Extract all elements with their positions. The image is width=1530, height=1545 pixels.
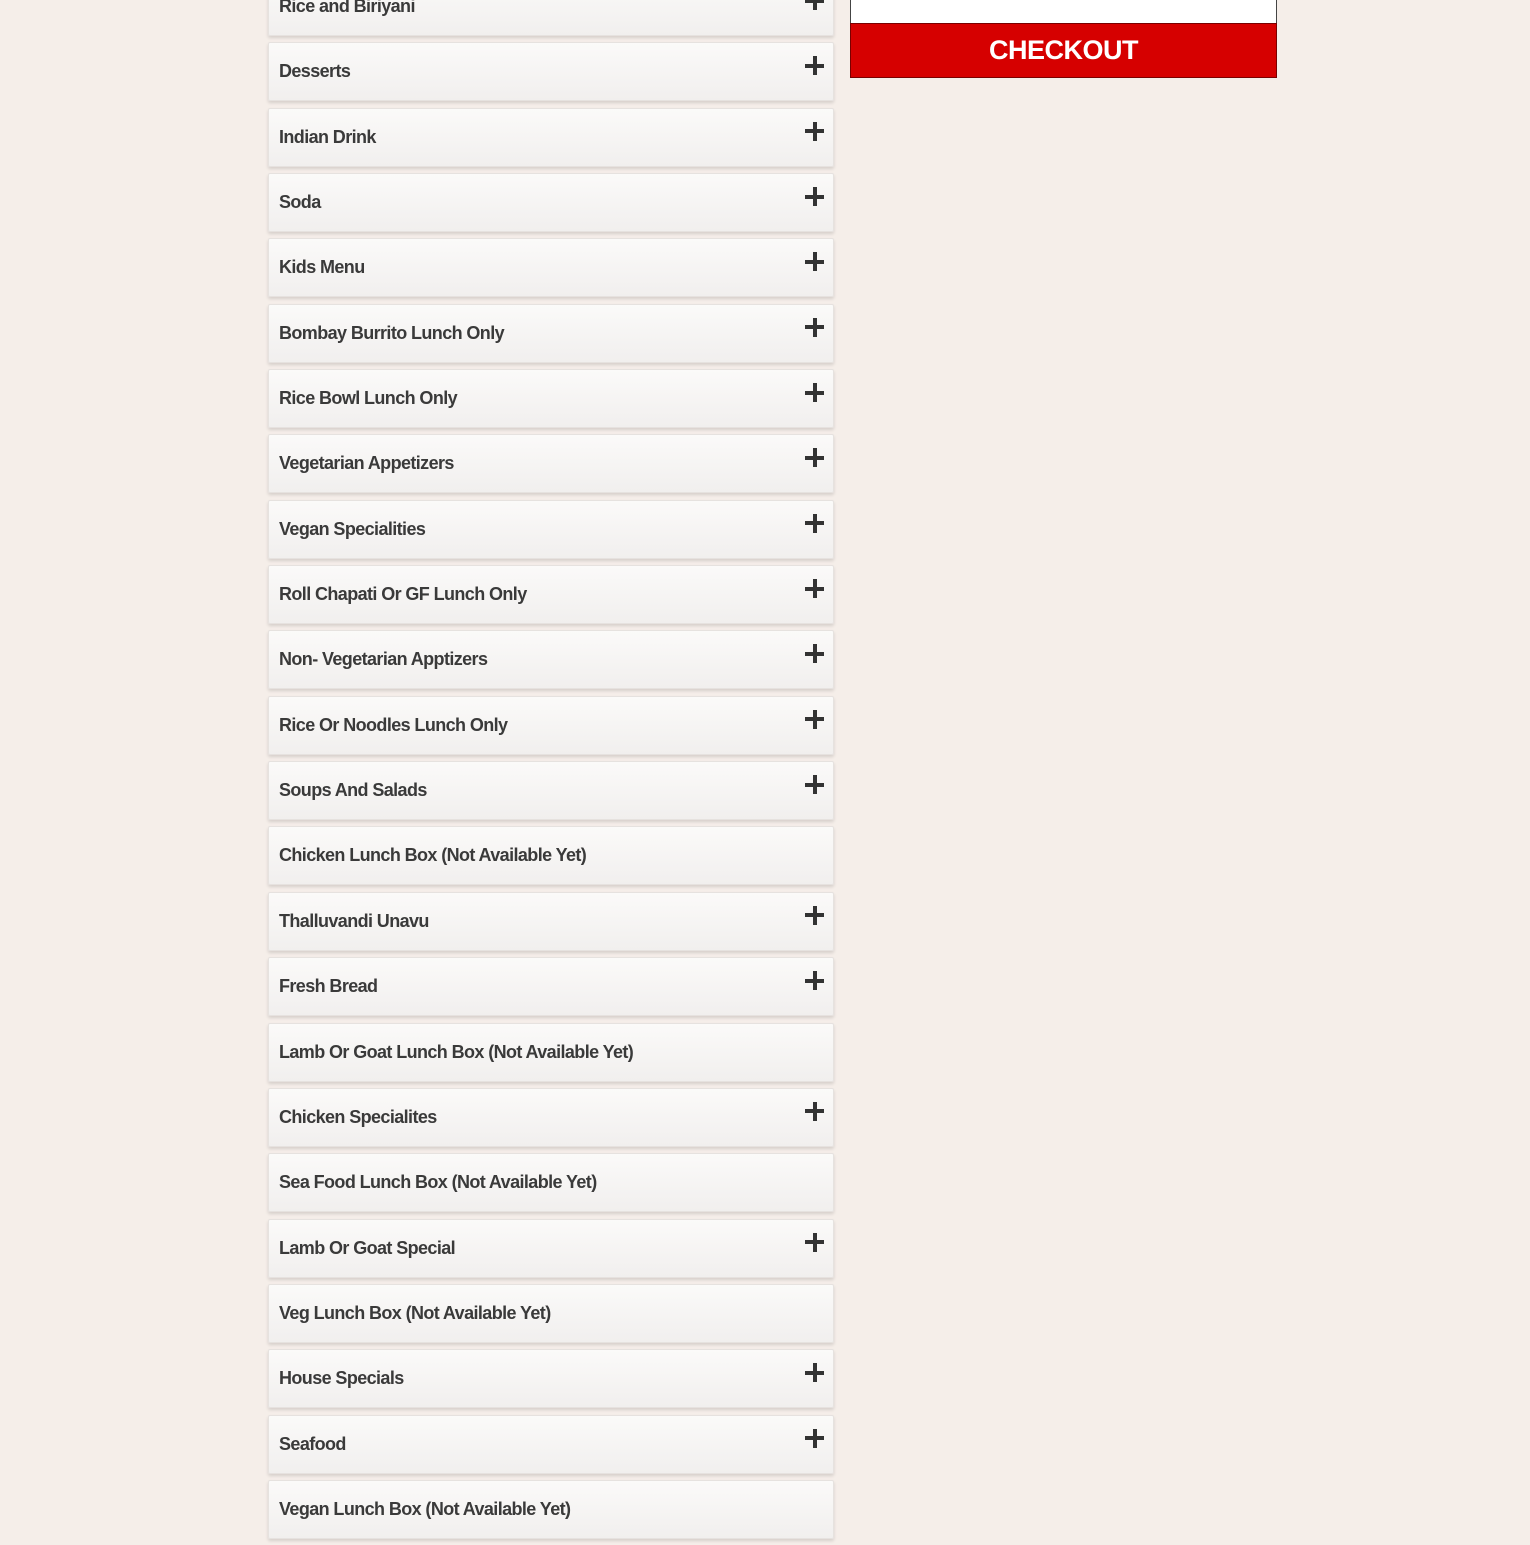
plus-icon[interactable] [805,448,824,467]
menu-category-23[interactable] [268,1480,834,1539]
menu-category-label: Seafood [279,1433,346,1454]
menu-category-label: Chicken Specialites [279,1106,437,1127]
menu-category-label: Vegan Specialities [279,518,426,539]
menu-category-14[interactable] [268,892,834,951]
menu-category-21[interactable] [268,1349,834,1408]
checkout-button[interactable]: CHECKOUT [850,23,1277,78]
menu-category-5[interactable] [268,304,834,363]
menu-category-label: Thalluvandi Unavu [279,910,429,931]
plus-icon[interactable] [805,1233,824,1252]
plus-icon[interactable] [805,1363,824,1382]
menu-category-label: Soda [279,192,321,213]
menu-category-7[interactable] [268,434,834,493]
menu-category-label: Rice and Biriyani [279,0,415,16]
menu-category-label: Indian Drink [279,126,376,147]
menu-category-12[interactable] [268,761,834,820]
plus-icon[interactable] [805,187,824,206]
menu-category-9[interactable] [268,565,834,624]
plus-icon[interactable] [805,56,824,75]
plus-icon[interactable] [805,318,824,337]
menu-category-8[interactable] [268,500,834,559]
menu-category-18[interactable] [268,1153,834,1212]
plus-icon[interactable] [805,514,824,533]
menu-category-11[interactable] [268,696,834,755]
menu-category-16[interactable] [268,1023,834,1082]
menu-category-3[interactable] [268,173,834,232]
menu-category-label: Sea Food Lunch Box (Not Available Yet) [279,1172,597,1193]
menu-category-label: Lamb Or Goat Lunch Box (Not Available Yet) [279,1041,634,1062]
plus-icon[interactable] [805,775,824,794]
menu-category-label: Fresh Bread [279,976,378,997]
menu-category-label: Soups And Salads [279,780,427,801]
menu-category-label: Kids Menu [279,257,365,278]
menu-category-13[interactable] [268,826,834,885]
menu-category-20[interactable] [268,1284,834,1343]
menu-category-label: Rice Bowl Lunch Only [279,388,458,409]
menu-category-label: Veg Lunch Box (Not Available Yet) [279,1302,551,1323]
menu-category-label: Vegetarian Appetizers [279,453,454,474]
menu-category-label: Rice Or Noodles Lunch Only [279,714,508,735]
menu-category-17[interactable] [268,1088,834,1147]
menu-category-19[interactable] [268,1219,834,1278]
plus-icon[interactable] [805,1102,824,1121]
menu-category-label: Roll Chapati Or GF Lunch Only [279,584,527,605]
plus-icon[interactable] [805,579,824,598]
menu-category-label: House Specials [279,1368,404,1389]
menu-category-1[interactable] [268,42,834,101]
menu-category-label: Non- Vegetarian Apptizers [279,649,488,670]
menu-category-label: Chicken Lunch Box (Not Available Yet) [279,845,587,866]
menu-category-label: Lamb Or Goat Special [279,1237,456,1258]
menu-category-22[interactable] [268,1415,834,1474]
menu-category-4[interactable] [268,238,834,297]
menu-category-label: Desserts [279,61,351,82]
menu-category-10[interactable] [268,630,834,689]
cart-panel [850,0,1277,78]
plus-icon[interactable] [805,252,824,271]
plus-icon[interactable] [805,906,824,925]
plus-icon[interactable] [805,122,824,141]
menu-category-list [268,0,834,1545]
menu-category-2[interactable] [268,108,834,167]
menu-category-0[interactable] [268,0,834,36]
plus-icon[interactable] [805,644,824,663]
plus-icon[interactable] [805,971,824,990]
menu-category-label: Vegan Lunch Box (Not Available Yet) [279,1498,571,1519]
plus-icon[interactable] [805,710,824,729]
plus-icon[interactable] [805,1429,824,1448]
menu-category-label: Bombay Burrito Lunch Only [279,322,505,343]
menu-category-6[interactable] [268,369,834,428]
plus-icon[interactable] [805,0,824,10]
menu-category-15[interactable] [268,957,834,1016]
cart-summary-box [850,0,1277,23]
plus-icon[interactable] [805,383,824,402]
